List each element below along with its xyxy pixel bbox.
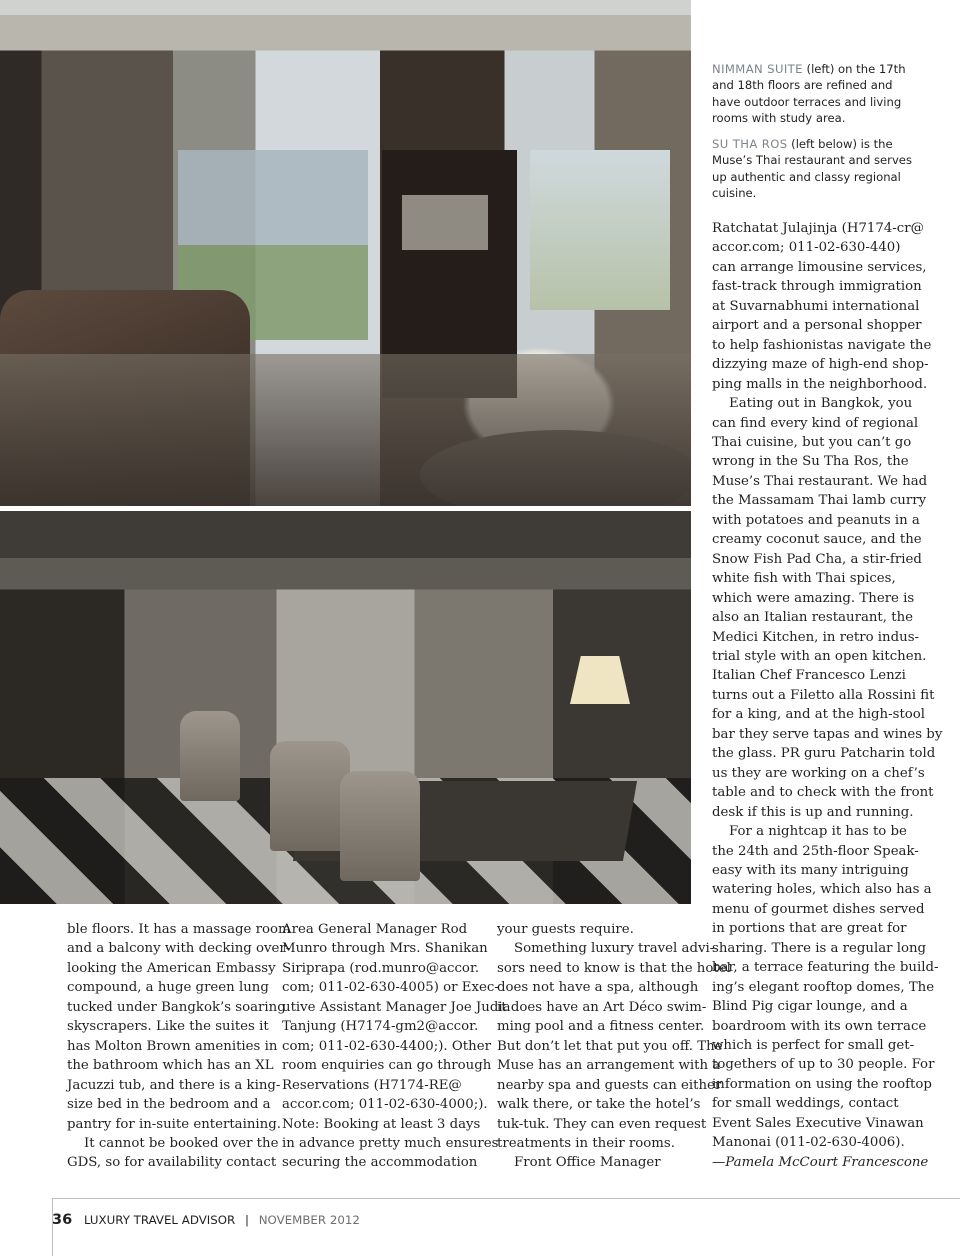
photo-caption-nimman-suite: [712, 61, 922, 126]
restaurant-chair: [340, 771, 420, 881]
text-line: at Suvarnabhumi international: [712, 298, 920, 314]
article-column-3: [497, 920, 731, 1173]
text-line: Reservations (H7174-RE@: [282, 1077, 462, 1093]
text-line: Italian Chef Francesco Lenzi: [712, 668, 906, 684]
text-line: the Massamam Thai lamb curry: [712, 493, 927, 509]
text-line: accor.com; 011-02-630-440): [712, 240, 901, 256]
text-line: tuk-tuk. They can even request: [497, 1116, 707, 1132]
text-line: table and to check with the front: [712, 785, 934, 801]
text-line: to help fashionistas navigate the: [712, 337, 932, 353]
text-line: also an Italian restaurant, the: [712, 610, 914, 626]
text-line: But don’t let that put you off. The: [497, 1038, 723, 1054]
text-line: turns out a Filetto alla Rossini fit: [712, 687, 935, 703]
issue-date: NOVEMBER 2012: [258, 1213, 360, 1227]
text-line: It cannot be booked over the: [84, 1135, 279, 1151]
article-column-4: [712, 219, 943, 1172]
text-line: ble floors. It has a massage room: [67, 922, 291, 937]
text-line: Something luxury travel advi-: [514, 941, 715, 957]
text-line: Area General Manager Rod: [282, 922, 468, 937]
text-line: the 24th and 25th-floor Speak-: [712, 843, 919, 859]
text-line: treatments in their rooms.: [497, 1135, 675, 1151]
text-line: the glass. PR guru Patcharin told: [712, 746, 936, 762]
text-line: com; 011-02-630-4400;). Other: [282, 1038, 491, 1054]
restaurant-lamp: [570, 656, 630, 704]
text-line: Blind Pig cigar lounge, and a: [712, 999, 908, 1015]
text-line: Eating out in Bangkok, you: [729, 396, 913, 412]
text-line: trial style with an open kitchen.: [712, 648, 927, 664]
text-line: airport and a personal shopper: [712, 318, 922, 334]
text-line: Tanjung (H7174-gm2@accor.: [282, 1019, 479, 1035]
text-line: can arrange limousine services,: [712, 259, 927, 275]
text-line: Note: Booking at least 3 days: [282, 1116, 481, 1132]
text-line: white fish with Thai spices,: [712, 571, 896, 587]
text-line: bar, a terrace featuring the build-: [712, 960, 939, 976]
text-line: tucked under Bangkok’s soaring: [67, 999, 286, 1015]
suite-sofa: [0, 290, 250, 506]
text-line: information on using the rooftop: [712, 1076, 932, 1092]
text-line: watering holes, which also has a: [712, 882, 932, 898]
text-line: Event Sales Executive Vinawan: [712, 1115, 924, 1131]
text-line: Thai cuisine, but you can’t go: [712, 434, 912, 450]
footer-separator: |: [244, 1213, 249, 1227]
text-line: Manonai (011-02-630-4006).: [712, 1135, 905, 1151]
text-line: has Molton Brown amenities in: [67, 1038, 278, 1054]
text-line: walk there, or take the hotel’s: [497, 1097, 701, 1113]
restaurant-chair: [270, 741, 350, 851]
suite-table: [420, 430, 691, 506]
caption-text: (left below) is the Muse’s Thai restaurant and serves up authentic and classy regional cuisine.: [712, 137, 912, 200]
text-line: size bed in the bedroom and a: [67, 1097, 271, 1113]
restaurant-chair: [180, 711, 240, 801]
text-line: room enquiries can go through: [282, 1058, 492, 1074]
text-line: accor.com; 011-02-630-4000;).: [282, 1097, 488, 1113]
text-line: Muse’s Thai restaurant. We had: [712, 473, 928, 489]
footer-rule: [52, 1198, 960, 1199]
text-line: us they are working on a chef’s: [712, 765, 925, 781]
text-line: with potatoes and peanuts in a: [712, 512, 920, 528]
text-line: com; 011-02-630-4005) or Exec-: [282, 980, 499, 996]
text-line: Siriprapa (rod.munro@accor.: [282, 960, 480, 976]
text-line: looking the American Embassy: [67, 960, 276, 976]
text-line: sharing. There is a regular long: [712, 940, 927, 956]
text-line: which were amazing. There is: [712, 590, 915, 606]
text-line: can find every kind of regional: [712, 415, 919, 431]
text-line: togethers of up to 30 people. For: [712, 1057, 935, 1073]
text-line: Front Office Manager: [514, 1155, 661, 1171]
text-line: compound, a huge green lung: [67, 980, 269, 996]
text-line: bar they serve tapas and wines by: [712, 726, 943, 742]
text-line: fast-track through immigration: [712, 279, 922, 295]
author-byline: —Pamela McCourt Francescone: [712, 1154, 929, 1170]
text-line: easy with its many intriguing: [712, 862, 909, 878]
text-line: does not have a spa, although: [497, 980, 699, 996]
caption-text: (left) on the 17th and 18th floors are refined and have outdoor terraces and living rooms with study area.: [712, 62, 906, 125]
text-line: skyscrapers. Like the suites it: [67, 1019, 269, 1035]
article-column-1: [67, 920, 291, 1173]
caption-lead: NIMMAN SUITE: [712, 62, 803, 76]
publication-name: LUXURY TRAVEL ADVISOR: [83, 1213, 236, 1227]
text-line: ping malls in the neighborhood.: [712, 376, 928, 392]
photo-su-tha-ros-restaurant: [0, 511, 691, 904]
text-line: Muse has an arrangement with a: [497, 1058, 721, 1074]
text-line: sors need to know is that the hotel: [497, 960, 731, 976]
article-column-2: [282, 920, 511, 1173]
suite-tv: [402, 195, 488, 250]
text-line: Munro through Mrs. Shanikan: [282, 941, 488, 957]
text-line: your guests require.: [497, 922, 634, 937]
text-line: pantry for in-suite entertaining.: [67, 1116, 281, 1132]
text-line: ming pool and a fitness center.: [497, 1019, 705, 1035]
text-line: wrong in the Su Tha Ros, the: [712, 454, 909, 470]
caption-lead: SU THA ROS: [712, 137, 788, 151]
text-line: ing’s elegant rooftop domes, The: [712, 979, 935, 995]
text-line: Snow Fish Pad Cha, a stir-fried: [712, 551, 922, 567]
photo-caption-su-tha-ros: [712, 136, 922, 201]
text-line: for a king, and at the high-stool: [712, 707, 926, 723]
text-line: For a nightcap it has to be: [729, 824, 907, 840]
text-line: securing the accommodation: [282, 1155, 478, 1171]
suite-tv-cabinet: [382, 150, 517, 398]
text-line: GDS, so for availability contact: [67, 1155, 277, 1171]
page-footer: [52, 1212, 360, 1228]
text-line: menu of gourmet dishes served: [712, 901, 925, 917]
text-line: for small weddings, contact: [712, 1096, 899, 1112]
suite-window-right: [530, 150, 670, 310]
text-line: utive Assistant Manager Joe Judia: [282, 999, 511, 1015]
text-line: which is perfect for small get-: [712, 1038, 915, 1054]
text-line: Ratchatat Julajinja (H7174-cr@: [712, 221, 924, 236]
text-line: the bathroom which has an XL: [67, 1058, 274, 1074]
text-line: Medici Kitchen, in retro indus-: [712, 629, 920, 645]
text-line: it does have an Art Déco swim-: [497, 999, 707, 1015]
text-line: nearby spa and guests can either: [497, 1077, 722, 1093]
text-line: in advance pretty much ensures: [282, 1135, 499, 1151]
text-line: in portions that are great for: [712, 921, 907, 937]
text-line: Jacuzzi tub, and there is a king-: [67, 1077, 281, 1093]
text-line: boardroom with its own terrace: [712, 1018, 927, 1034]
text-line: creamy coconut sauce, and the: [712, 532, 922, 548]
page-number: 36: [52, 1212, 73, 1228]
photo-nimman-suite: [0, 0, 691, 506]
text-line: and a balcony with decking over-: [67, 941, 291, 957]
text-line: desk if this is up and running.: [712, 804, 914, 820]
text-line: dizzying maze of high-end shop-: [712, 357, 929, 373]
